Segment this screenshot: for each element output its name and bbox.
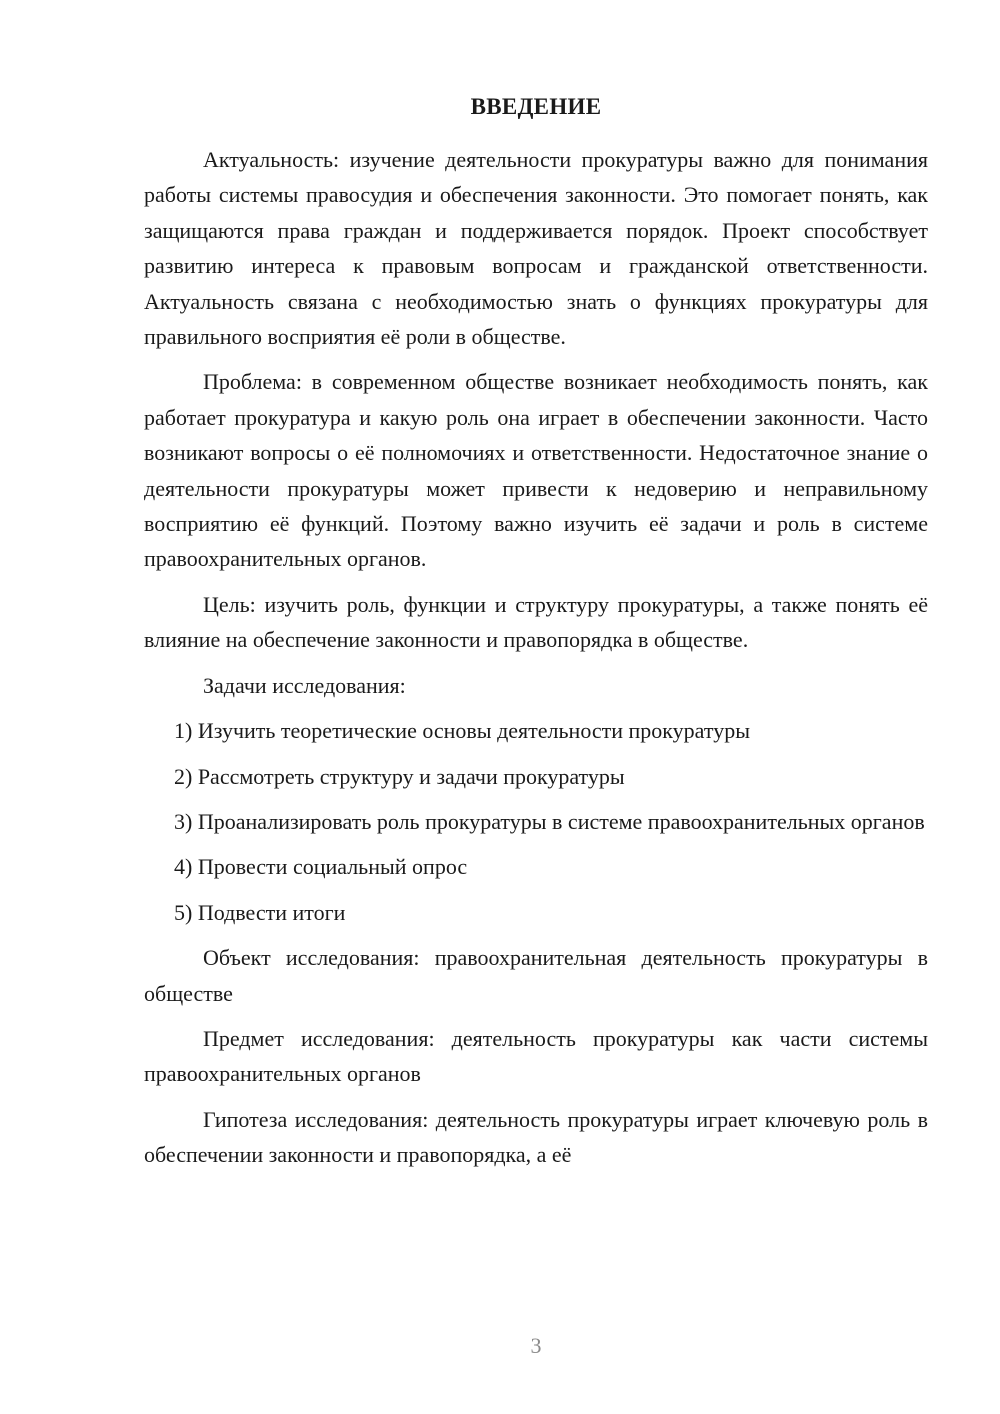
- paragraph-tasks-heading: Задачи исследования:: [203, 672, 406, 698]
- paragraph-problem: Проблема: в современном обществе возникает необходимость понять, как работает прокуратура и какую роль она играет в обеспечении законности. Часто возникают вопросы о её полномочиях и ответственности. Недостаточное знание о деятельности прокуратуры может привести к недоверию и неправильному восприятию её функций. Поэтому важно изучить её задачи и роль в системе правоохранительных органов.: [144, 369, 928, 572]
- paragraph-object: Объект исследования: правоохранительная деятельность прокуратуры в обществе: [144, 945, 928, 1006]
- document-body: [144, 142, 928, 1183]
- paragraph-subject: Предмет исследования: деятельность прокуратуры как части системы правоохранительных органов: [144, 1025, 928, 1087]
- list-item-task-4: 4) Провести социальный опрос: [174, 854, 468, 880]
- paragraph-goal: Цель: изучить роль, функции и структуру прокуратуры, а также понять её влияние на обеспечение законности и правопорядка в обществе.: [144, 591, 928, 653]
- list-item-task-3: 3) Проанализировать роль прокуратуры в системе правоохранительных органов: [174, 808, 925, 834]
- paragraph-relevance: Актуальность: изучение деятельности прокуратуры важно для понимания работы системы правосудия и обеспечения законности. Это помогает понять, как защищаются права граждан и поддерживается порядок. Проект способствует развитию интереса к правовым вопросам и гражданской ответственности. Актуальность связана с необходимостью знать о функциях прокуратуры для правильного восприятия её роли в обществе.: [144, 147, 928, 350]
- page-number: 3: [530, 1333, 542, 1358]
- paragraph-hypothesis: Гипотеза исследования: деятельность прокуратуры играет ключевую роль в обеспечении законности и правопорядка, а её: [144, 1106, 928, 1168]
- list-item-task-1: 1) Изучить теоретические основы деятельности прокуратуры: [174, 718, 750, 744]
- list-item-task-2: 2) Рассмотреть структуру и задачи прокуратуры: [174, 763, 625, 789]
- page-title: ВВЕДЕНИЕ: [470, 94, 602, 119]
- list-item-task-5: 5) Подвести итоги: [174, 899, 346, 925]
